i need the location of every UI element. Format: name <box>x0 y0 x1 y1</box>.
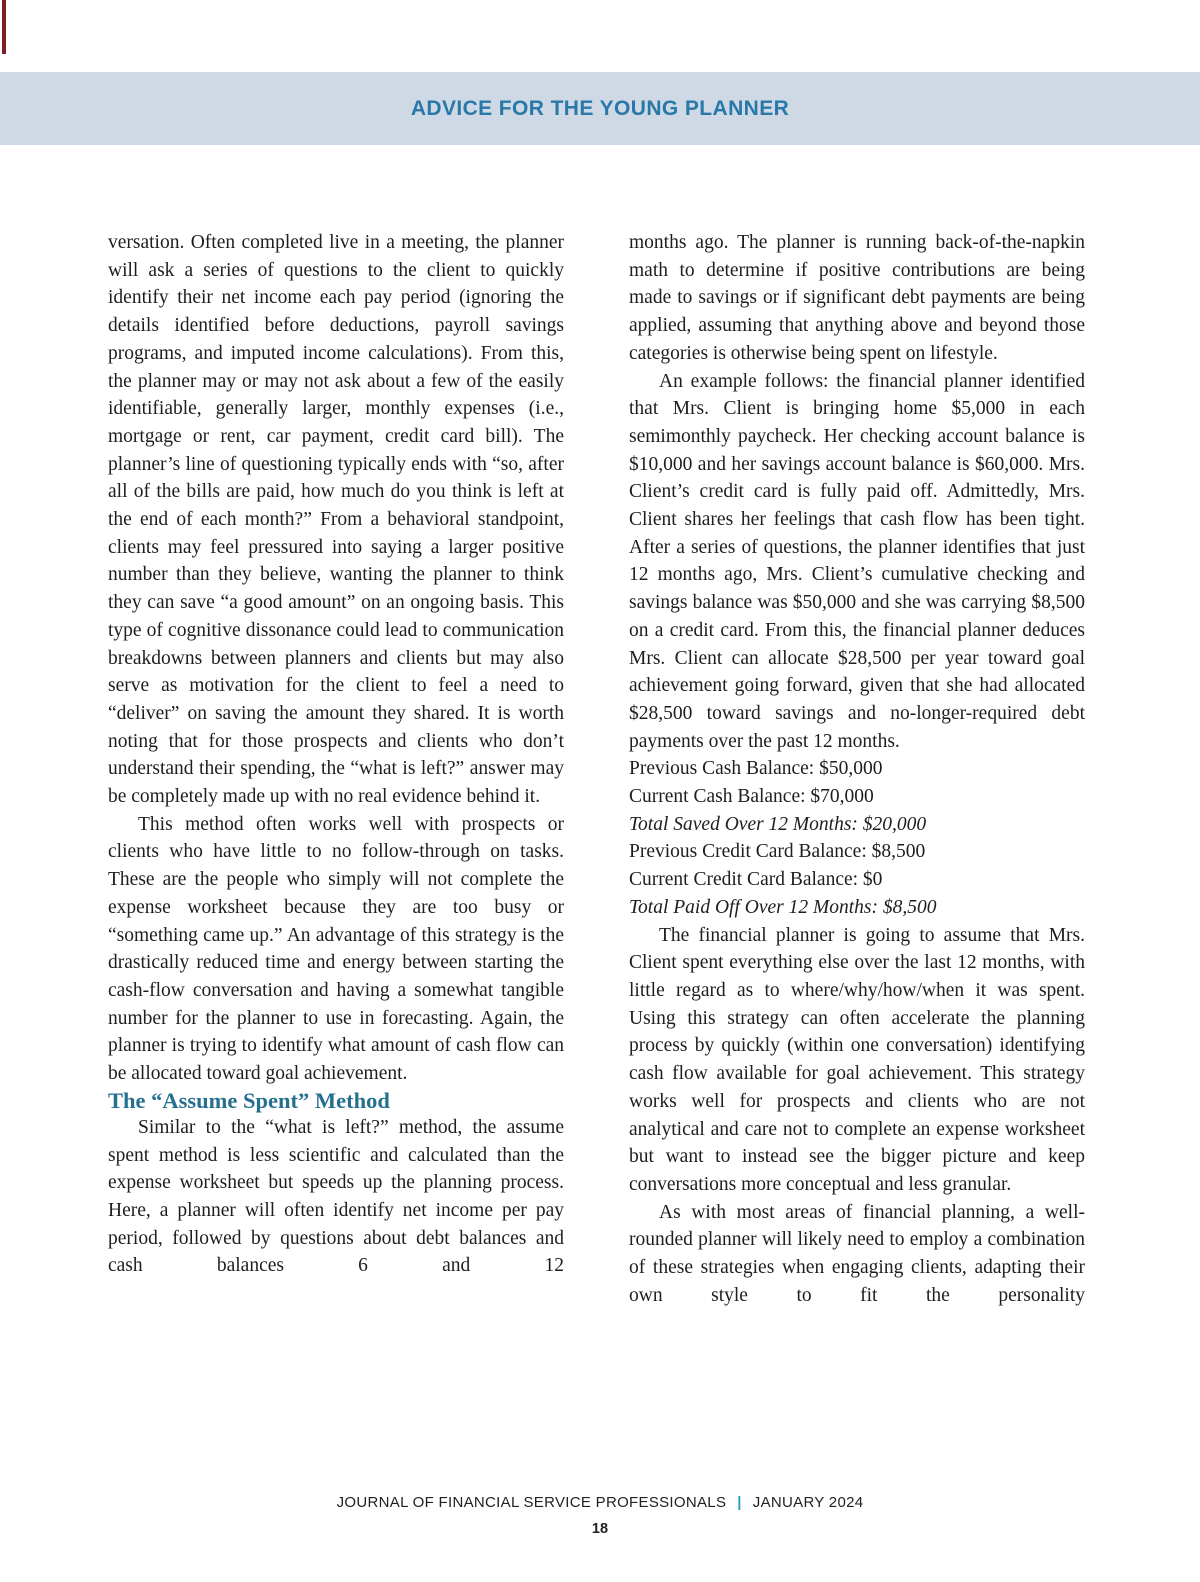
body-paragraph: Similar to the “what is left?” method, the assume spent method is less scientific and calculated than the expense worksheet but speeds up the planning process. Here, a planner will often identify net income per pay period, followed by questions about debt balances and cash balances 6 and 12 <box>108 1116 564 1277</box>
body-paragraph: The financial planner is going to assume that Mrs. Client spent everything else over the last 12 months, with little regard as to where/why/how/when it was spent. Using this strategy can often accelerate the planning process by quickly (within one conversation) identifying cash flow available for goal achievement. This strategy works well for prospects and clients who are not analytical and care not to complete an expense worksheet but want to instead see the bigger picture and keep conversations more conceptual and less granular. <box>629 924 1085 1195</box>
footer-separator: | <box>737 1494 742 1511</box>
balance-line: Current Cash Balance: $70,000 <box>629 786 874 808</box>
page-number: 18 <box>591 1521 609 1537</box>
spine-mark <box>2 0 6 54</box>
balance-line: Previous Cash Balance: $50,000 <box>629 758 883 780</box>
journal-name: JOURNAL OF FINANCIAL SERVICE PROFESSIONALS <box>336 1494 727 1511</box>
balance-line: Previous Credit Card Balance: $8,500 <box>629 841 926 863</box>
body-paragraph: months ago. The planner is running back-of-the-napkin math to determine if positive contributions are being made to savings or if significant debt payments are being applied, assuming that anything above and beyond those categories is otherwise being spent on lifestyle. <box>629 232 1085 364</box>
left-column <box>108 229 564 1280</box>
section-heading: The “Assume Spent” Method <box>108 1087 390 1113</box>
balance-line: Current Credit Card Balance: $0 <box>629 869 883 891</box>
issue-date: JANUARY 2024 <box>752 1494 864 1511</box>
footer <box>0 1494 1200 1511</box>
right-column <box>629 229 1085 1309</box>
balance-total-line: Total Saved Over 12 Months: $20,000 <box>629 813 927 835</box>
header-band <box>0 72 1200 145</box>
page-title: ADVICE FOR THE YOUNG PLANNER <box>410 96 790 120</box>
body-paragraph: This method often works well with prospects or clients who have little to no follow-through on tasks. These are the people who simply will not complete the expense worksheet because they are too busy or “something came up.” An advantage of this strategy is the drastically reduced time and energy between starting the cash-flow conversation and having a somewhat tangible number for the planner to use in forecasting. Again, the planner is trying to identify what amount of cash flow can be allocated toward goal achievement. <box>108 813 564 1085</box>
body-paragraph: versation. Often completed live in a meeting, the planner will ask a series of questions to the client to quickly identify their net income each pay period (ignoring the details identified before deductions, payroll savings programs, and imputed income calculations). From this, the planner may or may not ask about a few of the easily identifiable, generally larger, monthly expenses (i.e., mortgage or rent, car payment, credit card bill). The planner’s line of questioning typically ends with “so, after all of the bills are paid, how much do you think is left at the end of each month?” From a behavioral standpoint, clients may feel pressured into saying a larger positive number than they believe, wanting the planner to think they can save “a good amount” on an ongoing basis. This type of cognitive dissonance could lead to communication breakdowns between planners and clients but may also serve as motivation for the client to feel a need to “deliver” on saving the amount they shared. It is worth noting that for those prospects and clients who don’t understand their spending, the “what is left?” answer may be completely made up with no real evidence behind it. <box>108 232 564 808</box>
balance-total-line: Total Paid Off Over 12 Months: $8,500 <box>629 896 937 918</box>
body-paragraph: An example follows: the financial planner identified that Mrs. Client is bringing home $5,000 in each semimonthly paycheck. Her checking account balance is $10,000 and her savings account balance is $60,000. Mrs. Client’s credit card is fully paid off. Admittedly, Mrs. Client shares her feelings that cash flow has been tight. After a series of questions, the planner identifies that just 12 months ago, Mrs. Client’s cumulative checking and savings balance was $50,000 and she was carrying $8,500 on a credit card. From this, the financial planner deduces Mrs. Client can allocate $28,500 per year toward goal achievement going forward, given that she had allocated $28,500 toward savings and no-longer-required debt payments over the past 12 months. <box>629 370 1085 752</box>
body-paragraph: As with most areas of financial planning, a well-rounded planner will likely need to employ a combination of these strategies when engaging clients, adapting their own style to fit the personality <box>629 1201 1085 1306</box>
